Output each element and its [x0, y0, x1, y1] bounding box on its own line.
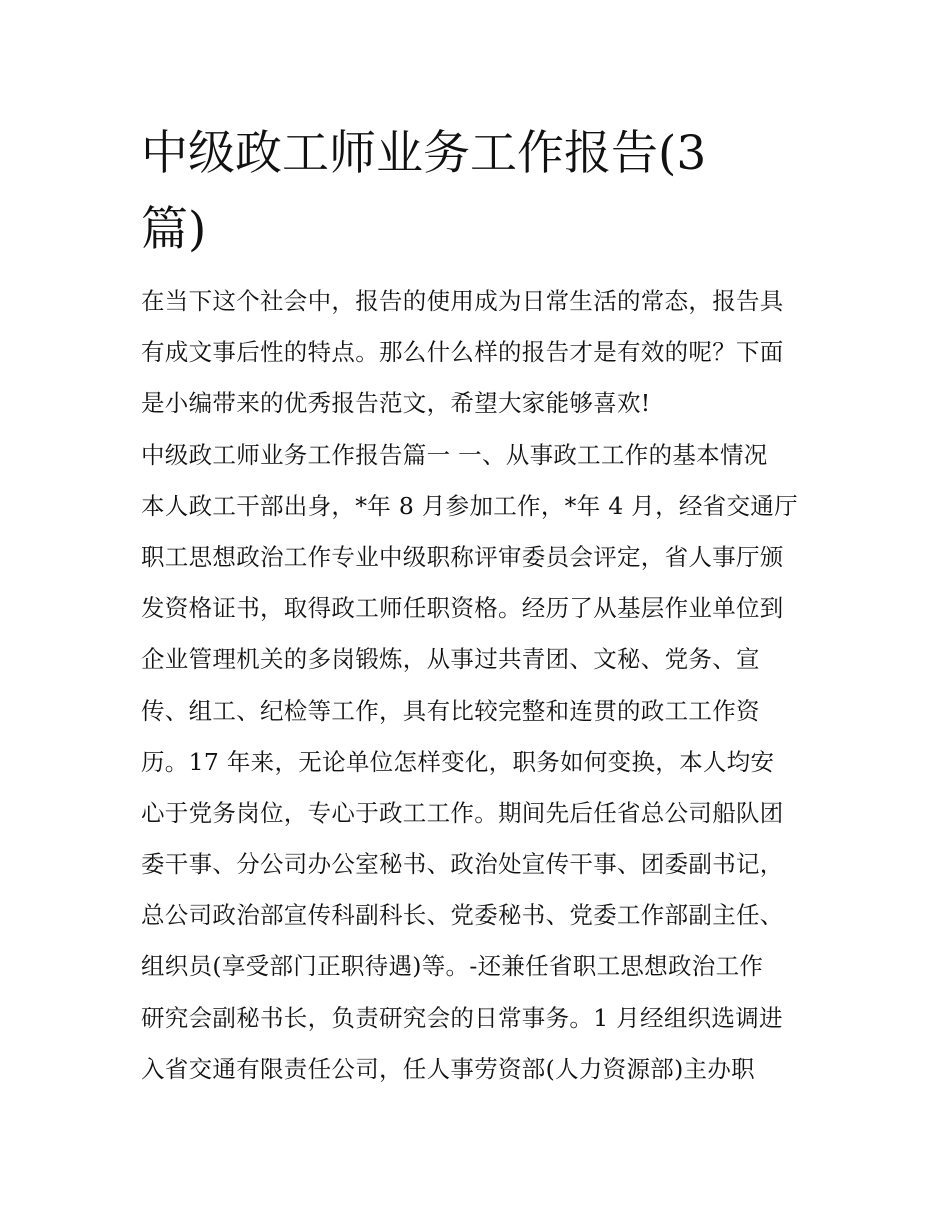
title-line-1: 中级政工师业务工作报告(3 [141, 126, 707, 181]
body-line: 企业管理机关的多岗锻炼，从事过共青团、文秘、党务、宣 [141, 645, 760, 674]
body-line: 是小编带来的优秀报告范文，希望大家能够喜欢! [141, 389, 651, 418]
body-line: 发资格证书，取得政工师任职资格。经历了从基层作业单位到 [141, 594, 784, 623]
body-line: 有成文事后性的特点。那么什么样的报告才是有效的呢？下面 [141, 338, 784, 367]
title-line-2: 篇) [141, 202, 207, 257]
body-line: 组织员(享受部门正职待遇)等。-还兼任省职工思想政治工作 [141, 952, 764, 981]
body-line: 在当下这个社会中，报告的使用成为日常生活的常态，报告具 [141, 287, 784, 315]
body-line: 本人政工干部出身，*年 8 月参加工作，*年 4 月，经省交通厅 [141, 491, 798, 520]
body-line: 传、组工、纪检等工作，具有比较完整和连贯的政工工作资 [141, 696, 760, 725]
body-line: 研究会副秘书长，负责研究会的日常事务。1 月经组织选调进 [141, 1003, 783, 1032]
body-line: 中级政工师业务工作报告篇一 一、从事政工工作的基本情况 [141, 440, 768, 469]
body-line: 总公司政治部宣传科副科长、党委秘书、党委工作部副主任、 [141, 901, 784, 930]
body-line: 委干事、分公司办公室秘书、政治处宣传干事、团委副书记， [141, 850, 784, 879]
document-body [141, 276, 817, 1095]
body-line: 历。17 年来，无论单位怎样变化，职务如何变换，本人均安 [141, 747, 775, 776]
document-title [141, 116, 781, 268]
body-line: 心于党务岗位，专心于政工工作。期间先后任省总公司船队团 [141, 798, 784, 827]
body-line: 入省交通有限责任公司，任人事劳资部(人力资源部)主办职 [141, 1054, 755, 1083]
body-line: 职工思想政治工作专业中级职称评审委员会评定，省人事厅颁 [141, 542, 784, 571]
